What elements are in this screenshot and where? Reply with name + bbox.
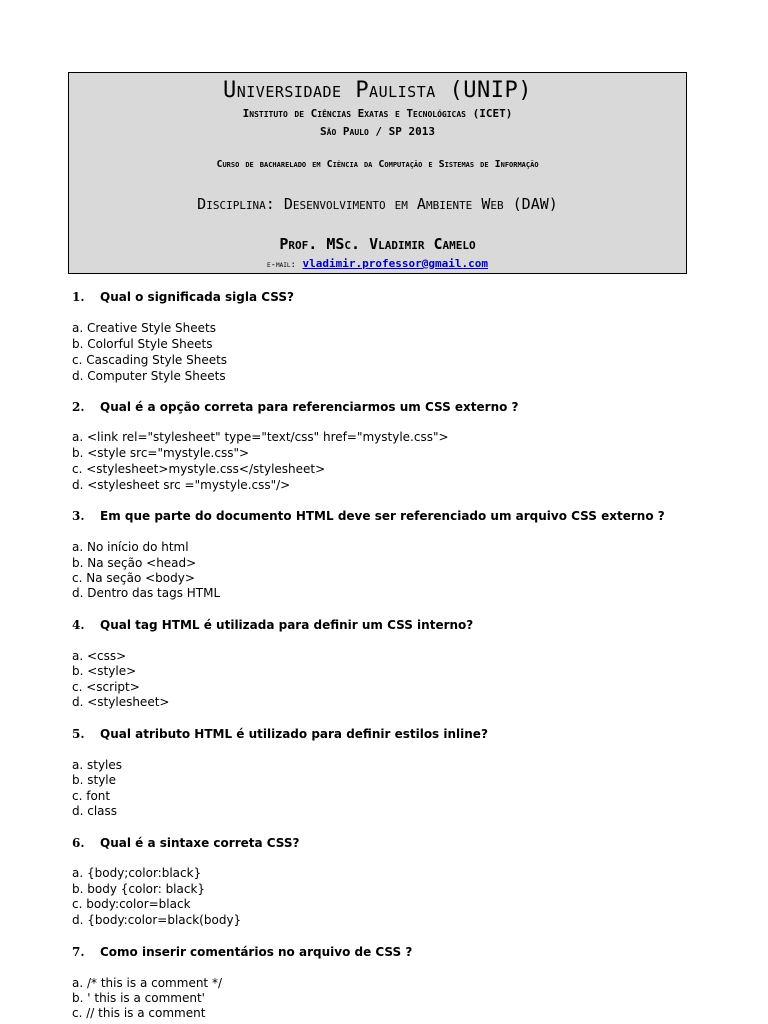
answer-option: b. <style src="mystyle.css"> <box>72 446 250 460</box>
answer-option: c. body:color=black <box>72 897 191 911</box>
question-text: Em que parte do documento HTML deve ser referenciado um arquivo CSS externo ? <box>100 509 665 523</box>
answer-option: a. /* this is a comment */ <box>72 976 222 990</box>
question-title <box>72 400 519 414</box>
question-number: 7. <box>72 945 85 959</box>
question-title <box>72 618 473 632</box>
question-text: Qual é a opção correta para referenciarmos um CSS externo ? <box>100 400 519 414</box>
question-text: Qual tag HTML é utilizada para definir um CSS interno? <box>100 618 474 632</box>
answer-option: b. Colorful Style Sheets <box>72 337 213 351</box>
answer-option: a. {body;color:black} <box>72 866 202 880</box>
answer-option: b. Na seção <head> <box>72 556 197 570</box>
answer-option: b. style <box>72 773 117 787</box>
question-text: Como inserir comentários no arquivo de CSS ? <box>100 945 413 959</box>
question-text: Qual o significada sigla CSS? <box>100 290 294 304</box>
answer-option: c. <script> <box>72 680 140 694</box>
course-name: Curso de bacharelado em Ciência da Computação e Sistemas de Informação <box>216 159 539 170</box>
question-title <box>72 727 488 741</box>
answer-option: a. <link rel="stylesheet" type="text/css" href="mystyle.css"> <box>72 430 449 444</box>
city-year: São Paulo / SP 2013 <box>320 125 435 138</box>
question-number: 3. <box>72 509 85 523</box>
institute-name: Instituto de Ciências Exatas e Tecnológicas (ICET) <box>242 107 513 120</box>
answer-option: b. ' this is a comment' <box>72 991 205 1005</box>
question-number: 5. <box>72 727 85 741</box>
answer-option: c. font <box>72 789 111 803</box>
answer-option: a. Creative Style Sheets <box>72 321 217 335</box>
question-text: Qual atributo HTML é utilizado para definir estilos inline? <box>100 727 488 741</box>
answer-option: a. <css> <box>72 649 127 663</box>
email-label: e-mail: <box>267 260 296 270</box>
answer-option: d. <stylesheet src ="mystyle.css"/> <box>72 478 291 492</box>
question-number: 2. <box>72 400 85 414</box>
answer-option: d. Computer Style Sheets <box>72 369 226 383</box>
answer-option: d. Dentro das tags HTML <box>72 586 221 600</box>
question-title <box>72 945 412 959</box>
answer-option: d. <stylesheet> <box>72 695 170 709</box>
answer-option: d. class <box>72 804 118 818</box>
answer-option: b. <style> <box>72 664 137 678</box>
university-title: Universidade Paulista (UNIP) <box>222 78 532 103</box>
email-link[interactable]: vladimir.professor@gmail.com <box>302 257 488 270</box>
question-title <box>72 290 294 304</box>
question-title <box>72 509 665 523</box>
answer-option: b. body {color: black} <box>72 882 206 896</box>
question-text: Qual é a sintaxe correta CSS? <box>100 836 300 850</box>
answer-option: d. {body:color=black(body} <box>72 913 242 927</box>
question-number: 6. <box>72 836 85 850</box>
answer-option: c. // this is a comment <box>72 1006 206 1020</box>
answer-option: c. Na seção <body> <box>72 571 195 585</box>
email-line <box>69 257 686 270</box>
answer-option: a. No início do html <box>72 540 189 554</box>
discipline-name: Disciplina: Desenvolvimento em Ambiente Web (DAW) <box>197 195 558 213</box>
question-number: 4. <box>72 618 85 632</box>
professor-name: Prof. MSc. Vladimir Camelo <box>279 235 476 253</box>
document-header <box>68 72 687 274</box>
question-number: 1. <box>72 290 85 304</box>
question-title <box>72 836 300 850</box>
answer-option: c. <stylesheet>mystyle.css</stylesheet> <box>72 462 326 476</box>
answer-option: a. styles <box>72 758 123 772</box>
answer-option: c. Cascading Style Sheets <box>72 353 228 367</box>
